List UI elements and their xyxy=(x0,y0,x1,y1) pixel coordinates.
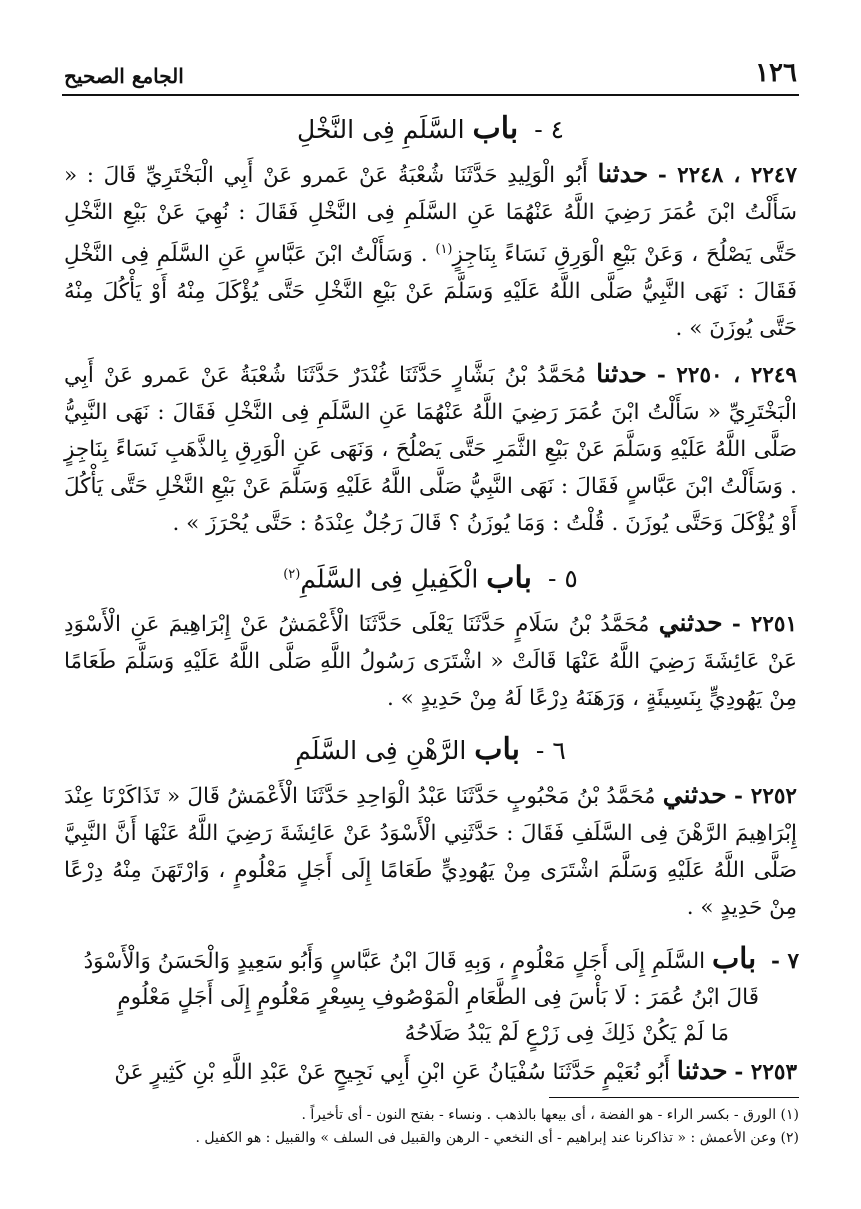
chapter-bab-label: باب xyxy=(711,941,757,976)
hadith-text-cont: . وَسَأَلْتُ ابْنَ عَبَّاسٍ عَنِ السَّلَمِ فِى النَّخْلِ فَقَالَ : نَهَى النَّبِيُّ صَلَّى اللَّهُ عَلَيْهِ وَسَلَّمَ عَنْ بَيْعِ النَّخْلِ حَتَّى يُؤْكَلَ مِنْهُ أَوْ يَأْكُلَ مِنْهُ حَتَّى يُوزَنَ » . xyxy=(64,242,797,342)
hadith-lead-word: حدثني xyxy=(658,608,723,638)
chapter-number: ٥ - xyxy=(547,564,578,594)
hadith-text: مُحَمَّدُ بْنُ سَلَامٍ حَدَّثَنَا يَعْلَى حَدَّثَنَا الْأَعْمَشُ عَنْ إِبْرَاهِيمَ عَنِ الْأَسْوَدِ عَنْ عَائِشَةَ رَضِيَ اللَّهُ عَنْهَا قَالَتْ « اشْتَرَى رَسُولُ اللَّهِ صَلَّى اللَّهُ عَلَيْهِ وَسَلَّمَ طَعَامًا مِنْ يَهُودِيٍّ بِنَسِيئَةٍ ، وَرَهَنَهُ دِرْعًا لَهُ مِنْ حَدِيدٍ » . xyxy=(64,612,797,712)
chapter-bab-label: باب xyxy=(486,560,532,596)
footnotes xyxy=(62,1104,799,1150)
chapter-bab-label: باب xyxy=(472,111,519,146)
chapter-title: الرَّهْنِ فِى السَّلَمِ xyxy=(295,736,467,766)
page-number: ١٢٦ xyxy=(755,58,797,88)
footnote-1: (١) الورق - بكسر الراء - هو الفضة ، أى بيعها بالذهب . ونساء - بفتح النون - أى تأخيراً . xyxy=(301,1107,799,1124)
hadith-lead-word: حدثنا xyxy=(676,1056,728,1086)
hadith-2251 xyxy=(62,604,799,717)
footnote-2: (٢) وعن الأعمش : « تذاكرنا عند إبراهيم - أى النخعي - الرهن والقبيل فى السلف » والقبيل : هو الكفيل . xyxy=(195,1130,799,1147)
chapter-bab-label: باب xyxy=(474,732,520,768)
hadith-text: أَبُو الْوَلِيدِ حَدَّثَنَا شُعْبَةُ عَنْ عَمرو عَنْ أَبِي الْبَخْتَرِيِّ قَالَ : « سَأَلْتُ ابْنَ عُمَرَ رَضِيَ اللَّهُ عَنْهُمَا عَنِ السَّلَمِ فِى النَّخْلِ فَقَالَ : نُهِيَ عَنْ بَيْعِ النَّخْلِ حَتَّى يَصْلُحَ ، وَعَنْ بَيْعِ الْوَرِقِ نَسَاءً بِنَاجِزٍ xyxy=(64,163,797,268)
chapter-number: ٦ - xyxy=(535,736,566,766)
hadith-2249 xyxy=(62,355,799,542)
chapter-number: ٤ - xyxy=(534,115,565,144)
hadith-2252 xyxy=(62,776,799,926)
footnote-ref-1: (١) xyxy=(435,242,453,257)
hadith-lead-word: حدثنا xyxy=(597,159,649,188)
chapter-heading-6 xyxy=(62,731,799,770)
chapter-title: السَّلَمِ إِلَى أَجَلٍ مَعْلُومٍ ، وَبِهِ قَالَ ابْنُ عَبَّاسٍ وَأَبُو سَعِيدٍ وَالْحَسَنُ وَالْأَسْوَدُ xyxy=(83,949,706,975)
hadith-lead-word: حدثنا xyxy=(596,359,647,389)
chapter-intro-line: مَا لَمْ يَكُنْ ذَلِكَ فِى زَرْعٍ لَمْ يَبْدُ صَلَاحُهُ xyxy=(404,1021,729,1047)
hadith-text: مُحَمَّدُ بْنُ بَشَّارٍ حَدَّثَنَا غُنْدَرٌ حَدَّثَنَا شُعْبَةُ عَنْ عَمرو عَنْ أَبِي الْبَخْتَرِيِّ « سَأَلْتُ ابْنَ عُمَرَ رَضِيَ اللَّهُ عَنْهُمَا عَنِ السَّلَمِ فِى النَّخْلِ فَقَالَ : نَهَى النَّبِيُّ صَلَّى اللَّهُ عَلَيْهِ وَسَلَّمَ عَنْ بَيْعِ الثَّمَرِ حَتَّى يَصْلُحَ ، وَنَهَى عَنِ الْوَرِقِ بِالذَّهَبِ نَسَاءً بِنَاجِزٍ . وَسَأَلْتُ ابْنَ عَبَّاسٍ فَقَالَ : نَهَى النَّبِيُّ صَلَّى اللَّهُ عَلَيْهِ وَسَلَّمَ عَنْ بَيْعِ النَّخْلِ حَتَّى يَأْكُلَ أَوْ يُؤْكَلَ وَحَتَّى يُوزَنَ . قُلْتُ : وَمَا يُوزَنُ ؟ قَالَ رَجُلٌ عِنْدَهُ : حَتَّى يُحْرَزَ » . xyxy=(64,363,797,537)
running-head xyxy=(62,58,799,96)
chapter-heading-7 xyxy=(62,940,799,980)
hadith-number: ٢٢٥٣ - xyxy=(734,1060,797,1086)
hadith-text: مُحَمَّدُ بْنُ مَحْبُوبٍ حَدَّثَنَا عَبْدُ الْوَاحِدِ حَدَّثَنَا الْأَعْمَشُ قَالَ « تَذَاكَرْنَا عِنْدَ إِبْرَاهِيمَ الرَّهْنَ فِى السَّلَفِ فَقَالَ : حَدَّثَنِي الْأَسْوَدُ عَنْ عَائِشَةَ رَضِيَ اللَّهُ عَنْهَا أَنَّ النَّبِيَّ صَلَّى اللَّهُ عَلَيْهِ وَسَلَّمَ اشْتَرَى مِنْ يَهُودِيٍّ طَعَامًا إِلَى أَجَلٍ مَعْلُومٍ ، وَارْتَهَنَ مِنْهُ دِرْعًا مِنْ حَدِيدٍ » . xyxy=(64,784,797,921)
hadith-number: ٢٢٥١ - xyxy=(731,612,797,638)
chapter-heading-4 xyxy=(62,110,799,149)
hadith-2247 xyxy=(62,155,799,347)
hadith-number: ٢٢٤٩ ، ٢٢٥٠ - xyxy=(656,363,797,389)
hadith-lead-word: حدثني xyxy=(662,780,727,810)
hadith-text: أَبُو نُعَيْمٍ حَدَّثَنَا سُفْيَانُ عَنِ ابْنِ أَبِي نَجِيحٍ عَنْ عَبْدِ اللَّهِ بْنِ كَثِيرٍ عَنْ xyxy=(114,1060,670,1086)
chapter-title: الْكَفِيلِ فِى السَّلَمِ xyxy=(300,564,479,594)
hadith-number: ٢٢٥٢ - xyxy=(733,784,797,810)
chapter-title: السَّلَمِ فِى النَّخْلِ xyxy=(296,115,465,144)
chapter-intro-line: قَالَ ابْنُ عُمَرَ : لَا بَأْسَ فِى الطَّعَامِ الْمَوْصُوفِ بِسِعْرٍ مَعْلُومٍ إِلَى أَجَلٍ مَعْلُومٍ xyxy=(117,985,759,1011)
hadith-number: ٢٢٤٧ ، ٢٢٤٨ - xyxy=(657,163,797,188)
footnote-ref-2: (٢) xyxy=(283,567,301,583)
running-title: الجامع الصحيح xyxy=(64,64,184,88)
chapter-number: ٧ - xyxy=(771,949,799,975)
footnote-divider xyxy=(549,1097,799,1098)
chapter-heading-5 xyxy=(62,556,799,598)
hadith-2253 xyxy=(62,1052,799,1091)
